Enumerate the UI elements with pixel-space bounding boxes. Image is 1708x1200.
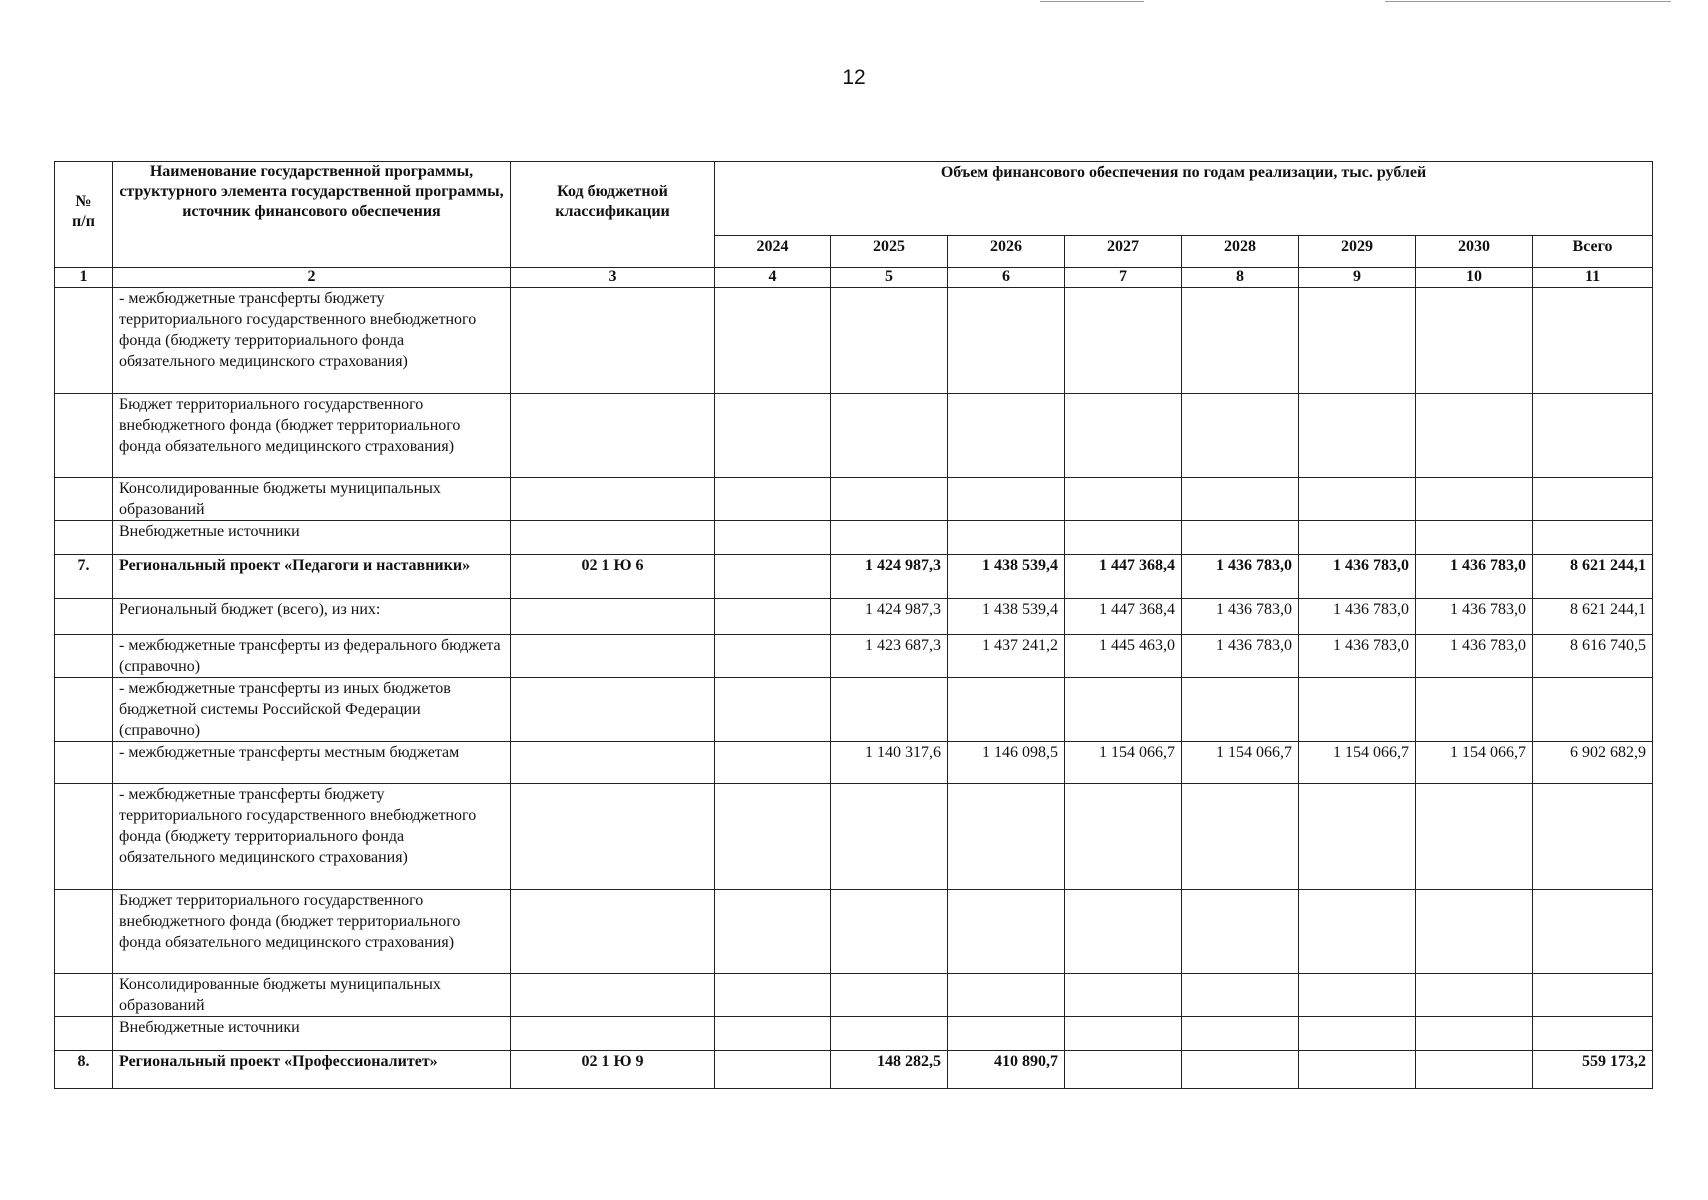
row-value [948,890,1065,974]
row-name: Региональный проект «Профессионалитет» [113,1051,511,1089]
row-value [1182,784,1299,890]
row-value: 1 154 066,7 [1065,742,1182,784]
row-total [1533,521,1653,555]
row-code: 02 1 Ю 9 [511,1051,715,1089]
row-value [948,678,1065,742]
row-name: Внебюджетные источники [113,1017,511,1051]
table-row [55,1051,1653,1089]
row-value [1182,974,1299,1017]
row-name: Региональный проект «Педагоги и наставники» [113,555,511,599]
row-value: 148 282,5 [831,1051,948,1089]
row-name: - межбюджетные трансферты из иных бюджетов бюджетной системы Российской Федерации (справочно) [113,678,511,742]
row-number: 8. [55,1051,113,1089]
row-total [1533,288,1653,394]
row-value: 1 436 783,0 [1299,555,1416,599]
row-value [948,784,1065,890]
row-value [1065,521,1182,555]
row-value [1416,394,1533,478]
row-value [1065,1051,1182,1089]
row-value [715,394,831,478]
row-total [1533,394,1653,478]
row-number [55,1017,113,1051]
row-value [1182,1017,1299,1051]
row-value [831,288,948,394]
row-total [1533,1017,1653,1051]
header-year: 2026 [948,236,1065,268]
column-number-row [55,268,1653,288]
header-name: Наименование государственной программы, структурного элемента государственной программы, источник финансового обеспечения [113,162,511,268]
row-value [831,1017,948,1051]
row-value [1299,394,1416,478]
row-name: Бюджет территориального государственного внебюджетного фонда (бюджет территориального фонда обязательного медицинского страхования) [113,890,511,974]
row-value [1182,394,1299,478]
row-value [948,288,1065,394]
row-value: 1 445 463,0 [1065,635,1182,678]
row-value: 410 890,7 [948,1051,1065,1089]
row-value [1416,521,1533,555]
row-value: 1 438 539,4 [948,599,1065,635]
row-value: 1 436 783,0 [1416,555,1533,599]
scan-artifact-line [1385,1,1671,2]
column-number: 7 [1065,268,1182,288]
page-number: 12 [842,66,866,89]
row-code [511,1017,715,1051]
table-row [55,555,1653,599]
table-row [55,635,1653,678]
row-value: 1 447 368,4 [1065,599,1182,635]
row-value [715,890,831,974]
financing-table [54,161,1653,1089]
header-year: 2028 [1182,236,1299,268]
row-code [511,890,715,974]
header-year: 2029 [1299,236,1416,268]
row-code [511,521,715,555]
header-volume: Объем финансового обеспечения по годам реализации, тыс. рублей [715,162,1653,236]
row-value: 1 436 783,0 [1182,599,1299,635]
row-value [948,1017,1065,1051]
row-value [1299,478,1416,521]
row-value [1416,1017,1533,1051]
row-value [1065,784,1182,890]
table-row [55,394,1653,478]
row-value [1065,1017,1182,1051]
row-value [831,678,948,742]
table-row [55,678,1653,742]
row-value [1065,974,1182,1017]
row-total: 6 902 682,9 [1533,742,1653,784]
column-number: 4 [715,268,831,288]
table-row [55,599,1653,635]
row-value [715,555,831,599]
row-value: 1 146 098,5 [948,742,1065,784]
scan-artifact-line [1040,1,1144,2]
table-row [55,784,1653,890]
row-value [831,394,948,478]
row-value [1299,890,1416,974]
row-value [1416,784,1533,890]
row-value [715,478,831,521]
row-code [511,784,715,890]
row-total: 8 616 740,5 [1533,635,1653,678]
row-value [948,521,1065,555]
header-total: Всего [1533,236,1653,268]
row-number [55,521,113,555]
row-value [1416,1051,1533,1089]
row-total: 559 173,2 [1533,1051,1653,1089]
row-name: - межбюджетные трансферты местным бюджетам [113,742,511,784]
row-value: 1 447 368,4 [1065,555,1182,599]
column-number: 1 [55,268,113,288]
row-code [511,742,715,784]
table-row [55,478,1653,521]
row-value: 1 424 987,3 [831,555,948,599]
row-value [1182,678,1299,742]
row-code [511,974,715,1017]
row-total [1533,478,1653,521]
header-year: 2027 [1065,236,1182,268]
row-value [1065,478,1182,521]
row-value [831,784,948,890]
row-value [1299,1017,1416,1051]
row-value [1182,288,1299,394]
row-number [55,784,113,890]
row-name: Консолидированные бюджеты муниципальных образований [113,974,511,1017]
row-value [1416,890,1533,974]
row-value [1182,1051,1299,1089]
row-name: Региональный бюджет (всего), из них: [113,599,511,635]
row-value [1299,521,1416,555]
column-number: 11 [1533,268,1653,288]
row-name: - межбюджетные трансферты бюджету территориального государственного внебюджетного фонда (бюджету территориального фонда обязательного медицинского страхования) [113,288,511,394]
table-row [55,974,1653,1017]
row-value [831,478,948,521]
row-value [1299,678,1416,742]
row-value: 1 438 539,4 [948,555,1065,599]
column-number: 10 [1416,268,1533,288]
row-code: 02 1 Ю 6 [511,555,715,599]
row-value: 1 154 066,7 [1299,742,1416,784]
row-value [1416,288,1533,394]
header-year: 2025 [831,236,948,268]
row-value [1299,784,1416,890]
row-name: Бюджет территориального государственного внебюджетного фонда (бюджет территориального фонда обязательного медицинского страхования) [113,394,511,478]
row-total [1533,974,1653,1017]
header-code: Код бюджетной классификации [511,162,715,268]
row-value [715,678,831,742]
row-code [511,394,715,478]
row-number [55,478,113,521]
row-total [1533,890,1653,974]
row-value: 1 436 783,0 [1182,555,1299,599]
row-value [715,288,831,394]
row-value: 1 436 783,0 [1299,635,1416,678]
row-code [511,635,715,678]
row-value [715,635,831,678]
table-row [55,288,1653,394]
row-value: 1 154 066,7 [1416,742,1533,784]
row-name: Консолидированные бюджеты муниципальных образований [113,478,511,521]
row-value: 1 424 987,3 [831,599,948,635]
row-number [55,288,113,394]
row-value [1299,974,1416,1017]
row-total: 8 621 244,1 [1533,555,1653,599]
row-value [831,974,948,1017]
header-year: 2030 [1416,236,1533,268]
column-number: 9 [1299,268,1416,288]
row-total [1533,678,1653,742]
row-value [1182,521,1299,555]
header-year: 2024 [715,236,831,268]
column-number: 3 [511,268,715,288]
row-value [715,974,831,1017]
row-value [948,394,1065,478]
row-name: - межбюджетные трансферты бюджету территориального государственного внебюджетного фонда (бюджету территориального фонда обязательного медицинского страхования) [113,784,511,890]
header-num: № п/п [55,162,113,268]
row-value [1299,1051,1416,1089]
row-number [55,678,113,742]
row-value [831,521,948,555]
row-value: 1 154 066,7 [1182,742,1299,784]
row-value [715,742,831,784]
row-value: 1 423 687,3 [831,635,948,678]
column-number: 2 [113,268,511,288]
row-value [1416,974,1533,1017]
row-value [1065,890,1182,974]
table-row [55,1017,1653,1051]
row-value [1065,394,1182,478]
row-number [55,974,113,1017]
row-code [511,478,715,521]
row-number [55,635,113,678]
row-value [1065,288,1182,394]
table-row [55,742,1653,784]
row-value [948,478,1065,521]
row-value: 1 436 783,0 [1299,599,1416,635]
column-number: 5 [831,268,948,288]
row-total: 8 621 244,1 [1533,599,1653,635]
row-code [511,288,715,394]
row-value [715,1051,831,1089]
row-value: 1 436 783,0 [1182,635,1299,678]
row-number: 7. [55,555,113,599]
row-name: - межбюджетные трансферты из федерального бюджета (справочно) [113,635,511,678]
row-value [1416,678,1533,742]
row-name: Внебюджетные источники [113,521,511,555]
row-value: 1 436 783,0 [1416,599,1533,635]
row-value [1065,678,1182,742]
row-value: 1 140 317,6 [831,742,948,784]
row-code [511,678,715,742]
row-value [1299,288,1416,394]
row-value [1182,478,1299,521]
row-value [715,521,831,555]
column-number: 6 [948,268,1065,288]
row-value [715,599,831,635]
table-row [55,521,1653,555]
table-row [55,890,1653,974]
row-number [55,394,113,478]
row-value [715,784,831,890]
row-number [55,890,113,974]
column-number: 8 [1182,268,1299,288]
row-value [1416,478,1533,521]
row-number [55,742,113,784]
row-value: 1 437 241,2 [948,635,1065,678]
row-value: 1 436 783,0 [1416,635,1533,678]
row-total [1533,784,1653,890]
row-number [55,599,113,635]
row-value [831,890,948,974]
row-value [1182,890,1299,974]
row-value [715,1017,831,1051]
row-value [948,974,1065,1017]
row-code [511,599,715,635]
